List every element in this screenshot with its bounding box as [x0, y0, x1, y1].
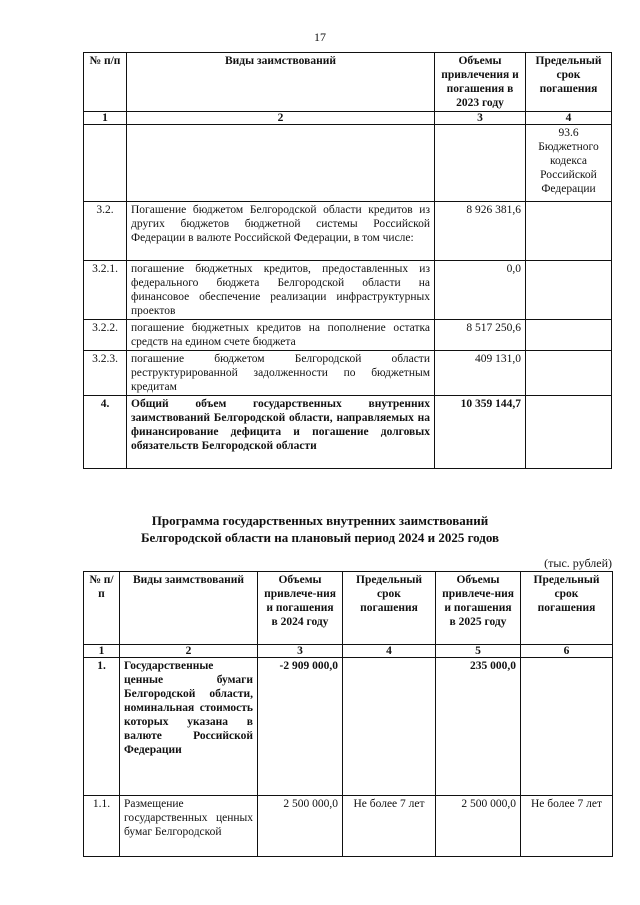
table-row — [84, 261, 612, 320]
row-term: 93.6 Бюджетного кодекса Российской Федерации — [526, 125, 612, 202]
page-number: 17 — [314, 30, 326, 44]
row-amount-2024: 2 500 000,0 — [258, 796, 343, 857]
column-number-row — [84, 645, 613, 658]
row-name: погашение бюджетных кредитов, предоставленных из федерального бюджета Белгородской области на финансовое обеспечение реализации инфраструктурных проектов — [127, 261, 435, 320]
row-num: 3.2.3. — [84, 351, 127, 396]
row-term — [526, 351, 612, 396]
header-amount-2024: Объемы привлече-ния и погашения в 2024 году — [258, 572, 343, 645]
header-term-2024: Предельный срок погашения — [343, 572, 436, 645]
row-term — [526, 396, 612, 469]
header-amount-2025: Объемы привлече-ния и погашения в 2025 году — [436, 572, 521, 645]
column-number: 3 — [435, 112, 526, 125]
column-number: 4 — [526, 112, 612, 125]
table-header-row — [84, 53, 612, 112]
row-term — [526, 261, 612, 320]
header-type: Виды заимствований — [120, 572, 258, 645]
table-row — [84, 202, 612, 261]
row-term — [526, 202, 612, 261]
row-term-2025 — [521, 658, 613, 796]
row-term — [526, 320, 612, 351]
row-name: Общий объем государственных внутренних заимствований Белгородской области, направляемых на финансирование дефицита и погашение долговых обязательств Белгородской области — [127, 396, 435, 469]
table-header-row — [84, 572, 613, 645]
column-number: 5 — [436, 645, 521, 658]
borrowings-table-2024-2025 — [83, 571, 613, 857]
row-term-2024: Не более 7 лет — [343, 796, 436, 857]
row-num: 3.2.1. — [84, 261, 127, 320]
header-type: Виды заимствований — [127, 53, 435, 112]
section-title-line1: Программа государственных внутренних заимствований — [151, 513, 489, 528]
row-name: Государственные ценные бумаги Белгородской области, номинальная стоимость которых указана в валюте Российской Федерации — [120, 658, 258, 796]
column-number: 1 — [84, 112, 127, 125]
header-term: Предельный срок погашения — [526, 53, 612, 112]
table-row — [84, 658, 613, 796]
row-amount-2025: 2 500 000,0 — [436, 796, 521, 857]
table-row — [84, 796, 613, 857]
row-amount-2024: -2 909 000,0 — [258, 658, 343, 796]
column-number: 2 — [120, 645, 258, 658]
row-amount-2025: 235 000,0 — [436, 658, 521, 796]
header-num: № п/п — [84, 53, 127, 112]
table-row — [84, 351, 612, 396]
row-amount: 8 926 381,6 — [435, 202, 526, 261]
section-title-line2: Белгородской области на плановый период 2024 и 2025 годов — [140, 530, 500, 545]
row-amount: 8 517 250,6 — [435, 320, 526, 351]
table-row-total — [84, 396, 612, 469]
row-amount — [435, 125, 526, 202]
header-num: № п/п — [84, 572, 120, 645]
row-name: погашение бюджетом Белгородской области реструктурированной задолженности по бюджетным кредитам — [127, 351, 435, 396]
row-num: 4. — [84, 396, 127, 469]
row-num: 3.2. — [84, 202, 127, 261]
column-number: 3 — [258, 645, 343, 658]
row-name: погашение бюджетных кредитов на пополнение остатка средств на едином счете бюджета — [127, 320, 435, 351]
row-num: 3.2.2. — [84, 320, 127, 351]
row-term-2024 — [343, 658, 436, 796]
column-number: 1 — [84, 645, 120, 658]
header-term-2025: Предельный срок погашения — [521, 572, 613, 645]
row-name: Погашение бюджетом Белгородской области кредитов из других бюджетов бюджетной системы Российской Федерации в валюте Российской Федерации, в том числе: — [127, 202, 435, 261]
row-name — [127, 125, 435, 202]
column-number: 2 — [127, 112, 435, 125]
row-amount: 0,0 — [435, 261, 526, 320]
row-amount: 10 359 144,7 — [435, 396, 526, 469]
units-label: (тыс. рублей) — [544, 556, 612, 570]
table-row — [84, 125, 612, 202]
row-amount: 409 131,0 — [435, 351, 526, 396]
table-row — [84, 320, 612, 351]
row-name: Размещение государственных ценных бумаг Белгородской — [120, 796, 258, 857]
column-number: 4 — [343, 645, 436, 658]
row-term-2025: Не более 7 лет — [521, 796, 613, 857]
row-num: 1.1. — [84, 796, 120, 857]
row-num — [84, 125, 127, 202]
column-number-row — [84, 112, 612, 125]
row-num: 1. — [84, 658, 120, 796]
header-amount: Объемы привлечения и погашения в 2023 году — [435, 53, 526, 112]
column-number: 6 — [521, 645, 613, 658]
borrowings-table-2023 — [83, 52, 612, 469]
